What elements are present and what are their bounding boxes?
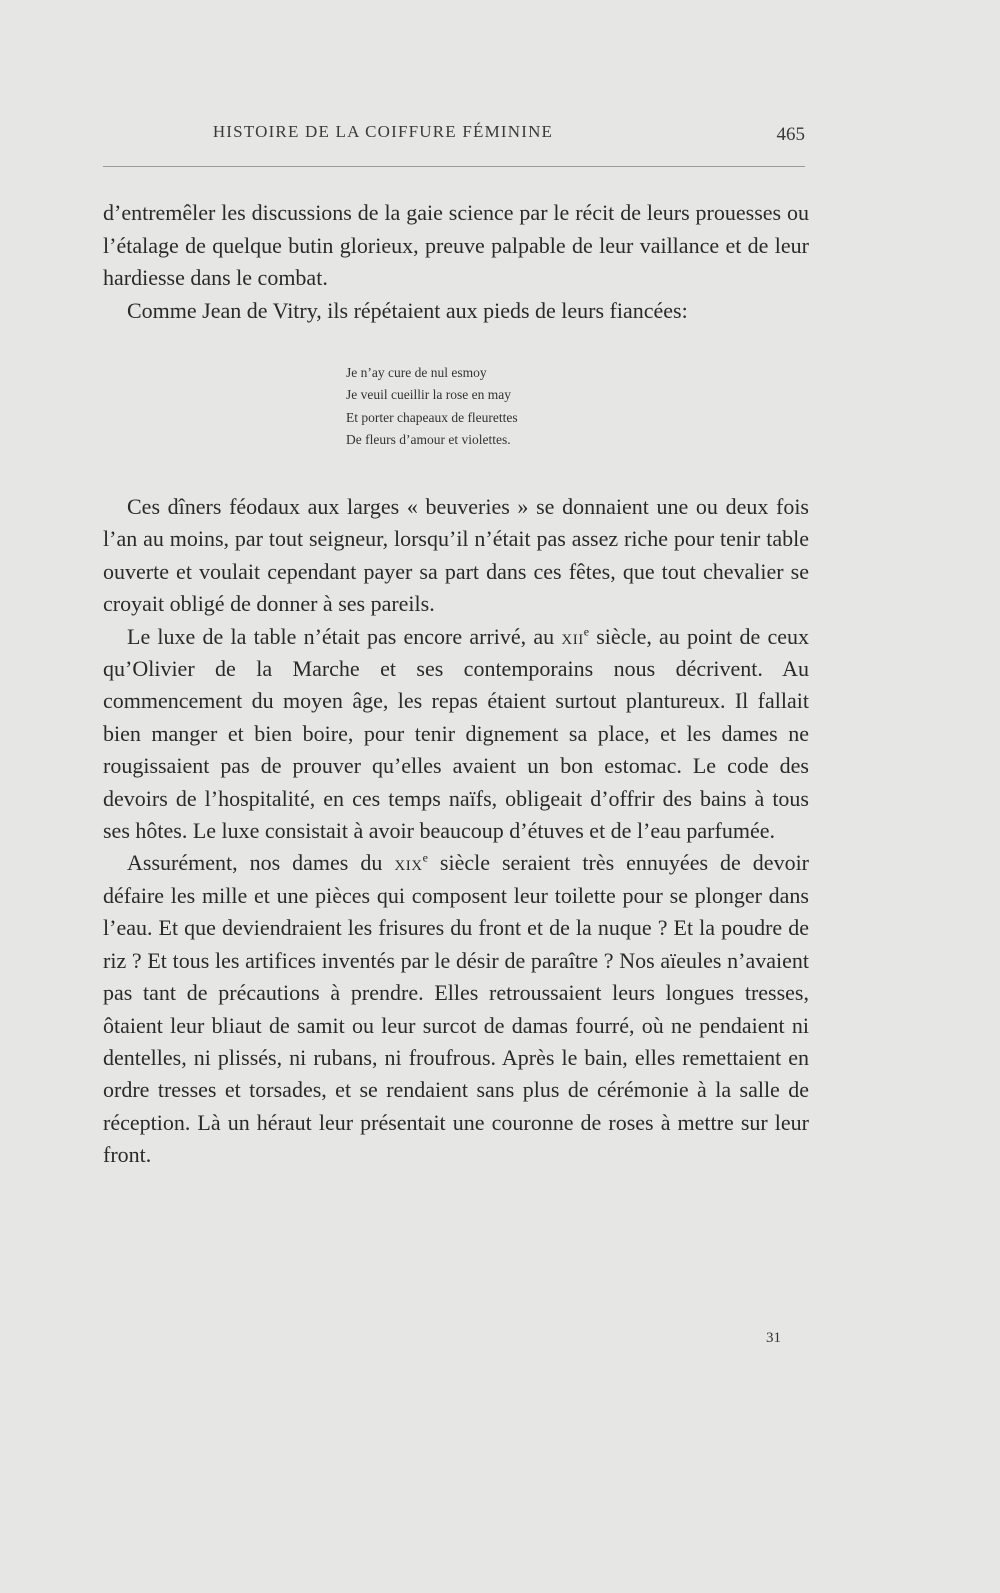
century-numeral: xix (394, 850, 423, 876)
body-text-top (103, 197, 809, 327)
superscript: e (583, 624, 590, 639)
signature-mark: 31 (766, 1330, 781, 1346)
paragraph-assurement (103, 847, 809, 1171)
paragraph-diners: Ces dîners féodaux aux larges « beuveries » se donnaient une ou deux fois l’an au moins, par tout seigneur, lorsqu’il n’était pas assez riche pour tenir table ouverte et voulait cependant payer sa part dans ces fêtes, que tout chevalier se croyait obligé de donner à ses pareils. (103, 494, 809, 617)
running-header (103, 116, 805, 146)
verse-quote (346, 362, 646, 452)
body-text-main (103, 491, 809, 1172)
paragraph-luxe-table (103, 621, 809, 848)
superscript: e (422, 851, 428, 866)
verse-line: Je veuil cueillir la rose en may (346, 387, 511, 403)
header-rule (103, 166, 805, 167)
verse-line: De fleurs d’amour et violettes. (346, 432, 511, 448)
century-numeral: xii (561, 623, 584, 649)
page-number: 465 (776, 124, 805, 145)
paragraph-continuation: d’entremêler les discussions de la gaie science par le récit de leurs prouesses ou l’étalage de quelque butin glorieux, preuve palpable de leur vaillance et de leur hardiesse dans le combat. (103, 200, 809, 290)
verse-line: Je n’ay cure de nul esmoy (346, 365, 487, 380)
paragraph-intro-quote: Comme Jean de Vitry, ils répétaient aux pieds de leurs fiancées: (127, 297, 688, 323)
text-run: siècle seraient très ennuyées de devoir défaire les mille et une pièces qui composent leur toilette pour se plonger dans l’eau. Et que deviendraient les frisures du front et de la nuque ? Et la poudre de riz ? Et tous les artifices inventés par le désir de paraître ? Nos aïeules n’avaient pas tant de précautions à prendre. Elles retroussaient leurs longues tresses, ôtaient leur bliaut de samit ou leur surcot de damas fourré, où ne pendaient ni dentelles, ni plissés, ni rubans, ni froufrous. Après le bain, elles remettaient en ordre tresses et torsades, et se rendaient sans plus de cérémonie à la salle de réception. Là un héraut leur présentait une couronne de roses à mettre sur leur front. (103, 850, 810, 1168)
text-run: Assurément, nos dames du (127, 850, 395, 876)
text-run: siècle, au point de ceux qu’Olivier de la Marche et ses contemporains nous décrivent. Au commencement du moyen âge, les repas étaient surtout plantureux. Il fallait bien manger et bien boire, pour tenir dignement sa place, et les dames ne rougissaient pas de prouver qu’elles avaient un bon estomac. Le code des devoirs de l’hospitalité, en ces temps naïfs, obligeait d’offrir des bains à tous ses hôtes. Le luxe consistait à avoir beaucoup d’étuves et de l’eau parfumée. (103, 623, 809, 844)
verse-line: Et porter chapeaux de fleurettes (346, 409, 518, 425)
text-run: Le luxe de la table n’était pas encore arrivé, au (127, 623, 562, 649)
running-title: HISTOIRE DE LA COIFFURE FÉMININE (212, 122, 554, 141)
